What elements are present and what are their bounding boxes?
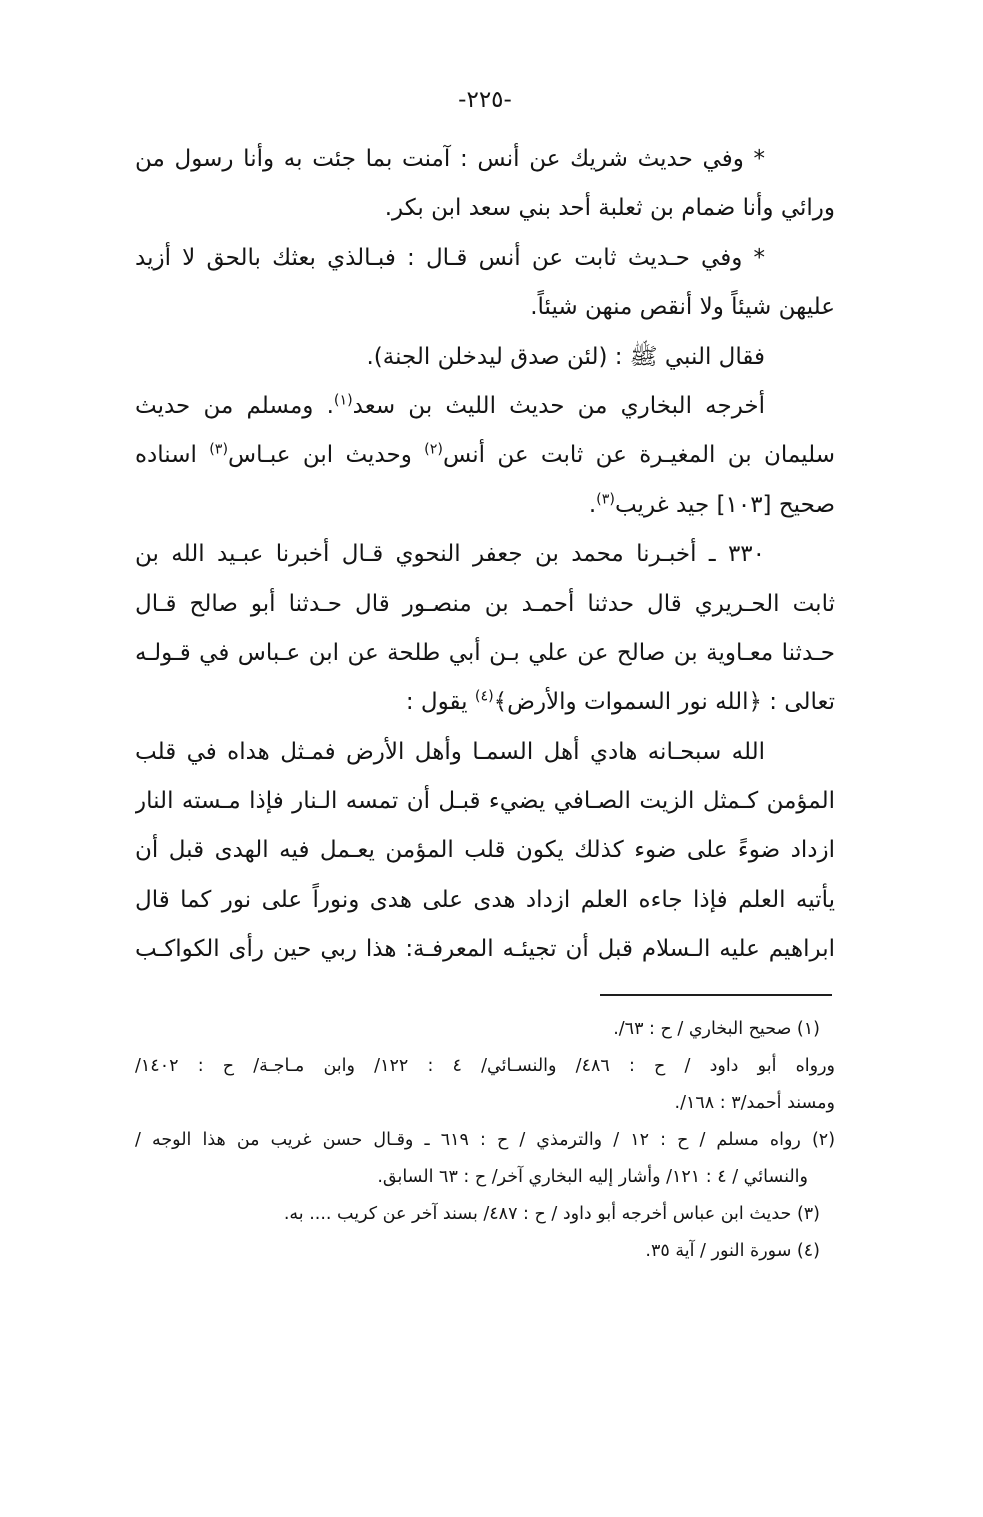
paragraph: [135, 333, 835, 382]
text-line: يأتيه العلم فإذا جاءه العلم ازداد هدى على هدى ونوراً على نور كما قال: [135, 886, 835, 913]
footnote-line: ومسند أحمد/٣ : ١٦٨/.: [674, 1093, 835, 1113]
text-line: تعالى : ﴿الله نور السموات والأرض﴾$^{(٤)}$ يقول :: [405, 688, 835, 716]
text-line: * وفي حـديث ثابت عن أنس قـال : فبـالذي بعثك بالحق لا أزيد: [135, 244, 765, 271]
text-line: ازداد ضوءً على ضوء كذلك يكون قلب المؤمن يعـمل فيه الهدى قبل أن: [135, 837, 835, 864]
text-line: ثابت الحـريري قال حدثنا أحمـد بن منصـور قال حـدثنا أبو صالح قـال: [135, 590, 835, 617]
text-line: حـدثنا معـاوية بن صالح عن علي بـن أبي طلحة عن ابن عـباس في قـولـه: [135, 639, 835, 666]
footnotes: [135, 1011, 835, 1270]
text-line: * وفي حديث شريك عن أنس : آمنت بما جئت به وأنا رسول من: [135, 146, 765, 172]
main-text: [135, 135, 835, 975]
footnote: [135, 1122, 835, 1196]
footnote-line: ورواه أبو داود / ح : ٤٨٦/ والنسـائي/ ٤ : ١٢٢/ وابن مـاجـة/ ح : ١٤٠٢/: [135, 1056, 835, 1076]
paragraph: [135, 234, 835, 333]
page-number: -٢٢٥-: [458, 87, 512, 113]
footnote-line: (١) صحيح البخاري / ح : ٦٣/.: [613, 1019, 820, 1039]
text-line: صحيح [١٠٣] جيد غريب$^{(٣)}$.: [588, 491, 835, 518]
text-line: ابراهيم عليه الـسلام قبل أن تجيئـه المعرفـة: هذا ربي حين رأى الكواكـب: [135, 936, 835, 963]
paragraph: [135, 728, 835, 975]
text-line: أخرجه البخاري من حديث الليث بن سعد$^{(١)}$. ومسلم من حديث: [135, 392, 766, 419]
footnote-line: والنسائي / ٤ : ١٢١/ وأشار إليه البخاري آخر/ ح : ٦٣ السابق.: [377, 1167, 808, 1187]
footnote-line: (٢) رواه مسلم / ح : ١٢ / والترمذي / ح : ٦١٩ ـ وقـال حسن غريب من هذا الوجه /: [135, 1130, 835, 1150]
paragraph: [135, 382, 835, 530]
text-line: الله سبحـانه هادي أهل السمـا وأهل الأرض فمـثل هداه في قلب: [135, 738, 765, 765]
text-line: ورائي وأنا ضمام بن ثعلبة أحد بني سعد ابن بكر.: [384, 195, 835, 222]
footnote: [135, 1011, 835, 1122]
footnote-line: (٣) حديث ابن عباس أخرجه أبو داود / ح : ٤٨٧/ بسند آخر عن كريب .... به.: [283, 1204, 820, 1224]
text-line: سليمان بن المغيـرة عن ثابت عن أنس$^{(٢)}$ وحديث ابن عبـاس$^{(٣)}$ اسناده: [135, 441, 835, 469]
text-line: فقال النبي ﷺ : (لئن صدق ليدخلن الجنة).: [366, 343, 765, 370]
text-line: المؤمن كـمثل الزيت الصـافي يضيء قبـل أن تمسه الـنار فإذا مـسته النار: [135, 788, 835, 815]
paragraph: [135, 530, 835, 728]
paragraph: [135, 135, 835, 234]
footnote-line: (٤) سورة النور / آية ٣٥.: [645, 1241, 820, 1261]
footnote: [135, 1196, 835, 1233]
footnote: [135, 1233, 835, 1270]
text-line: ٣٣٠ ـ أخبـرنا محمد بن جعفر النحوي قـال أخبرنا عبـيد الله بن: [135, 541, 765, 568]
footnote-separator: [600, 994, 832, 996]
text-line: عليهن شيئاً ولا أنقص منهن شيئاً.: [530, 294, 835, 321]
